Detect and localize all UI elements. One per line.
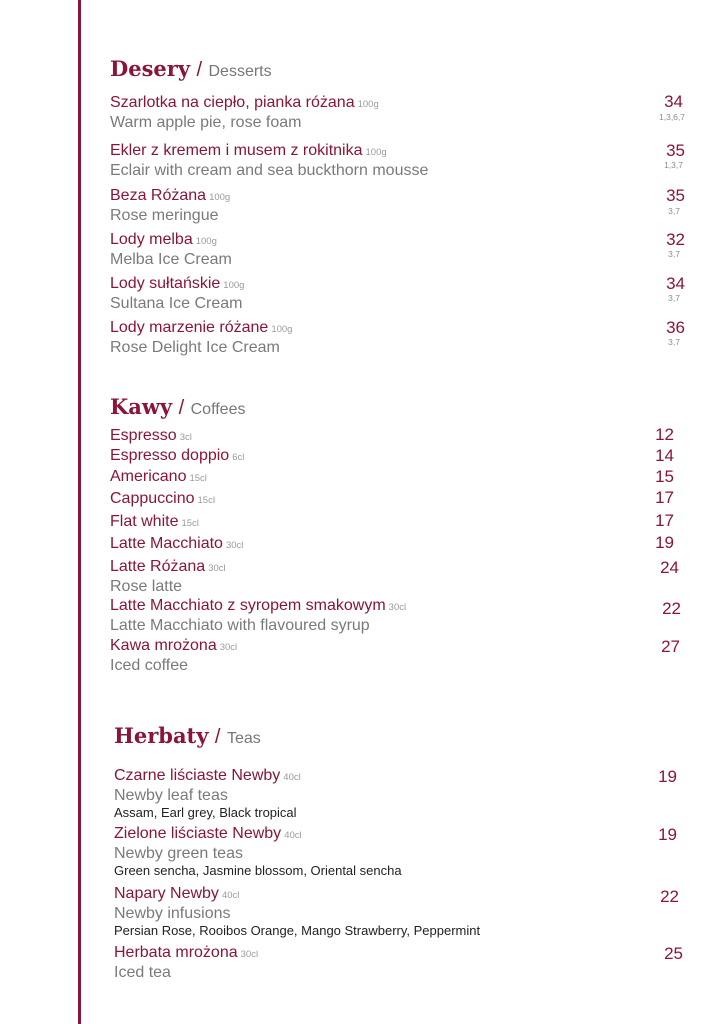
item-price: 19 [655,533,674,552]
item-allergens: 1,3,7 [664,160,683,170]
item-allergens: 3,7 [668,293,680,303]
item-price: 36 [666,318,685,337]
item-name: Espresso doppio [110,447,230,464]
item-translation: Sultana Ice Cream [110,295,243,312]
menu-item-czarne-newby [114,767,301,821]
item-price: 14 [655,446,674,465]
section-title-en: Teas [226,730,261,747]
menu-item-lody-marzenie [110,319,292,357]
section-title-en: Desserts [208,63,272,80]
item-translation: Warm apple pie, rose foam [110,114,302,131]
item-translation: Iced coffee [110,657,188,674]
item-translation: Melba Ice Cream [110,251,232,268]
section-title-separator: / [214,726,221,748]
menu-item-latte-syrop [110,597,406,635]
item-price: 22 [662,599,681,618]
menu-item-zielone-newby [114,825,402,879]
item-name: Lody melba [110,231,193,248]
menu-item-napary-newby [114,885,480,939]
item-size: 30cl [240,949,259,960]
item-size: 100g [271,324,293,335]
item-size: 100g [365,147,387,158]
vertical-rule [78,0,81,1024]
item-name: Lody sułtańskie [110,275,221,292]
section-title-pl: Herbaty [114,723,209,748]
menu-item-ekler [110,142,428,180]
item-price: 22 [660,887,679,906]
item-size: 15cl [197,495,215,506]
item-allergens: 3,7 [668,249,680,259]
item-allergens: 3,7 [668,206,680,216]
item-price: 32 [666,230,685,249]
item-translation: Rose latte [110,578,183,595]
item-price: 19 [658,767,677,786]
item-translation: Newby leaf teas [114,787,228,804]
item-price: 17 [655,511,674,530]
item-price: 24 [660,558,679,577]
menu-item-espresso-doppio [110,447,244,465]
item-translation: Iced tea [114,964,171,981]
section-title-separator: / [178,397,185,419]
item-translation: Eclair with cream and sea buckthorn mousse [110,162,429,179]
section-title-separator: / [196,59,203,81]
item-size: 100g [223,280,245,291]
item-price: 25 [664,944,683,963]
item-name: Kawa mrożona [110,637,217,654]
item-name: Latte Macchiato [110,535,223,552]
item-price: 27 [661,637,680,656]
item-name: Americano [110,468,187,485]
menu-item-latte-macchiato [110,535,243,553]
item-translation: Newby infusions [114,905,231,922]
item-name: Szarlotka na ciepło, pianka różana [110,94,355,111]
item-translation: Rose meringue [110,207,219,224]
item-translation: Rose Delight Ice Cream [110,339,280,356]
item-size: 100g [195,236,217,247]
item-price: 19 [658,825,677,844]
item-description: Green sencha, Jasmine blossom, Oriental sencha [114,863,402,878]
item-size: 100g [209,192,231,203]
item-name: Lody marzenie różane [110,319,269,336]
section-title-teas [114,723,261,749]
item-size: 15cl [181,518,199,529]
item-name: Herbata mrożona [114,944,238,961]
menu-item-espresso [110,427,192,445]
menu-item-szarlotka [110,94,379,132]
section-title-pl: Kawy [110,394,173,419]
item-name: Latte Macchiato z syropem smakowym [110,597,386,614]
menu-item-lody-sultanskie [110,275,244,313]
section-title-coffees [110,394,245,420]
item-price: 35 [666,141,685,160]
item-translation: Latte Macchiato with flavoured syrup [110,617,370,634]
item-name: Beza Różana [110,187,207,204]
item-name: Ekler z kremem i musem z rokitnika [110,142,363,159]
menu-item-cappuccino [110,490,215,508]
menu-item-herbata-mrozona [114,944,258,982]
item-description: Persian Rose, Rooibos Orange, Mango Strawberry, Peppermint [114,923,481,938]
item-price: 34 [666,274,685,293]
menu-item-beza [110,187,230,225]
item-price: 17 [655,488,674,507]
item-price: 15 [655,467,674,486]
item-price: 34 [664,92,683,111]
menu-item-latte-rozana [110,558,226,596]
item-allergens: 3,7 [668,337,680,347]
menu-item-lody-melba [110,231,232,269]
item-size: 40cl [221,890,240,901]
item-size: 100g [357,99,379,110]
item-allergens: 1,3,6,7 [659,112,685,122]
item-size: 30cl [208,563,226,574]
item-name: Napary Newby [114,885,219,902]
item-translation: Newby green teas [114,845,243,862]
item-size: 15cl [189,473,207,484]
menu-item-kawa-mrozona [110,637,237,675]
item-name: Flat white [110,513,179,530]
item-size: 6cl [232,452,245,463]
section-title-desserts [110,56,272,82]
item-price: 12 [655,425,674,444]
section-title-pl: Desery [110,56,191,81]
item-price: 35 [666,186,685,205]
item-name: Latte Różana [110,558,206,575]
item-size: 40cl [283,772,301,783]
item-size: 3cl [179,432,192,443]
menu-item-americano [110,468,207,486]
item-name: Czarne liściaste Newby [114,767,281,784]
item-name: Cappuccino [110,490,195,507]
item-size: 30cl [388,602,407,613]
menu-item-flat-white [110,513,199,531]
item-description: Assam, Earl grey, Black tropical [114,805,297,820]
item-name: Zielone liściaste Newby [114,825,282,842]
item-name: Espresso [110,427,177,444]
item-size: 30cl [225,540,244,551]
item-size: 40cl [284,830,302,841]
item-size: 30cl [219,642,238,653]
section-title-en: Coffees [190,401,246,418]
